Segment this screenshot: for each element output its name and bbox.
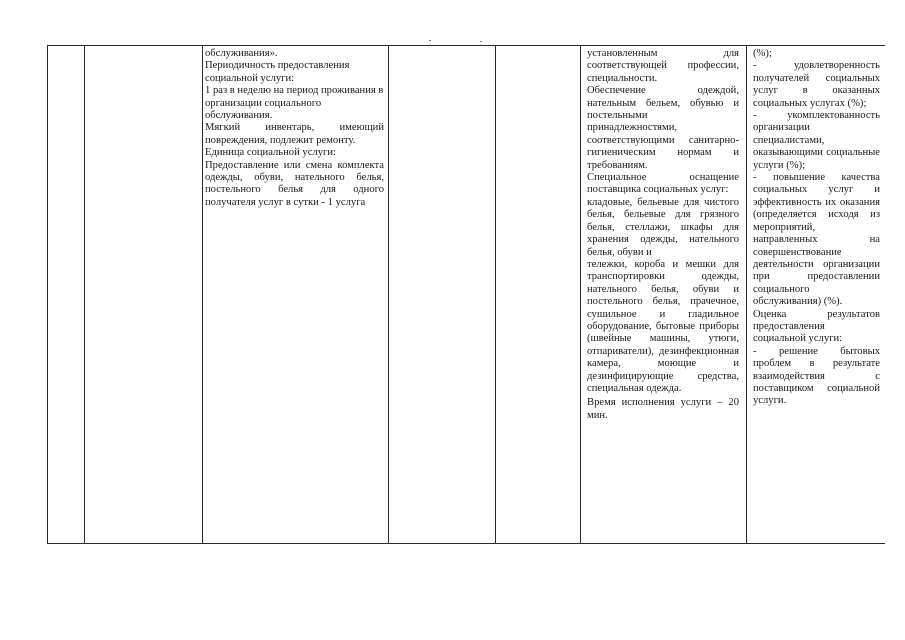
cell-paragraph: Мягкий инвентарь, имеющий повреждения, подлежит ремонту. — [205, 122, 384, 146]
cell-paragraph: Время исполнения услуги – 20 мин. — [587, 397, 739, 421]
cell-paragraph: Периодичность предоставления социальной услуги: — [205, 60, 350, 84]
table-top-border — [47, 45, 885, 46]
cell-paragraph: Обеспечение одеждой, нательным бельем, обувью и постельными принадлежностями, соответствующими санитарно-гигиеническим нормам и требованиям. — [587, 85, 739, 171]
cell-paragraph: тележки, короба и мешки для транспортировки одежды, нательного белья, обуви и постельного белья, прачечное, сушильное и гладильное оборудование, бытовые приборы (швейные машины, утюги, отпариватели), дезинфекционная камера, моющие и дезинфицирующие средства, специальная одежда. — [587, 258, 739, 394]
cell-paragraph: Предоставление или смена комплекта одежды, обуви, нательного белья, постельного белья для одного получателя услуг в сутки - 1 услуга — [205, 159, 384, 208]
cell-paragraph: - удовлетворенность получателей социальных услуг в оказанных социальных услугах (%); — [753, 60, 880, 109]
cell-paragraph: Специальное оснащение поставщика социальных услуг: — [587, 172, 739, 196]
cell-paragraph: обслуживания». — [205, 48, 278, 59]
cell-paragraph: - решение бытовых проблем в результате взаимодействия с поставщиком социальной услуги. — [753, 345, 880, 407]
cell-paragraph: - повышение качества социальных услуг и эффективность их оказания (определяется исходя из мероприятий, направленных на совершенствование деятельности организации при предоставлении социального обслуживания) (%). — [753, 172, 880, 308]
column-divider-4 — [388, 45, 389, 544]
column-divider-1 — [47, 45, 48, 544]
cell-paragraph: 1 раз в неделю на период проживания в организации социального обслуживания. — [205, 85, 384, 122]
cell-paragraph: Единица социальной услуги: — [205, 147, 336, 159]
cell-paragraph: установленным для соответствующей профессии, специальности. — [587, 48, 739, 84]
column-divider-2 — [84, 45, 85, 544]
service-periodicity-cell — [205, 48, 384, 540]
service-conditions-cell — [587, 48, 739, 540]
column-divider-7 — [746, 45, 747, 544]
quality-indicators-cell — [753, 48, 880, 540]
cell-paragraph: Оценка результатов предоставления социальной услуги: — [753, 308, 880, 345]
cell-paragraph: кладовые, бельевые для чистого белья, бельевые для грязного белья, стеллажи, шкафы для хранения одежды, нательного белья, обуви и — [587, 196, 739, 258]
column-divider-3 — [202, 45, 203, 544]
table-bottom-border — [47, 543, 885, 544]
cell-paragraph: - укомплектованность организации специалистами, оказывающими социальные услуги (%); — [753, 110, 880, 171]
scan-speck — [429, 40, 431, 41]
scan-speck — [480, 41, 482, 42]
cell-paragraph: (%); — [753, 48, 772, 59]
column-divider-5 — [495, 45, 496, 544]
column-divider-6 — [580, 45, 581, 544]
